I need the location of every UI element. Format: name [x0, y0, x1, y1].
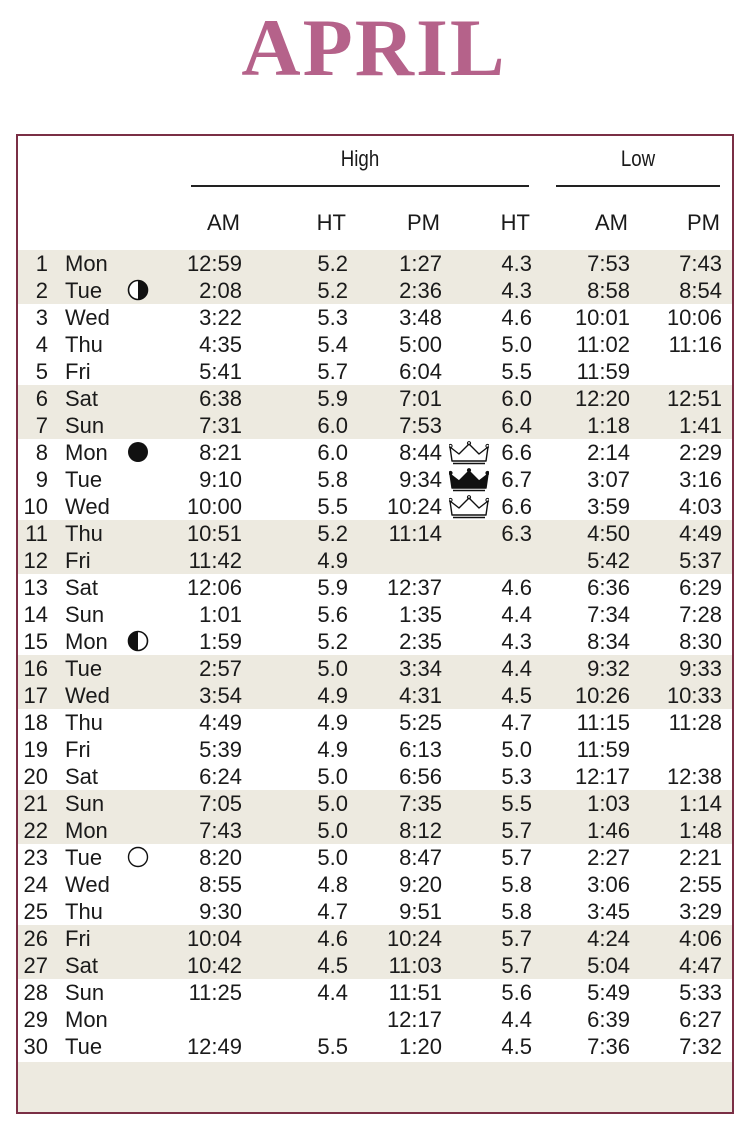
table-row: [18, 817, 732, 844]
high-pm-time: 6:04: [399, 359, 442, 384]
high-pm-time: 3:48: [399, 305, 442, 330]
low-am-time: 10:01: [574, 305, 630, 330]
table-row: [18, 601, 732, 628]
high-pm-height: 4.3: [501, 251, 532, 276]
new-moon-icon: [127, 441, 149, 463]
high-am-height: 4.9: [317, 683, 348, 708]
day-of-week: Thu: [65, 332, 103, 357]
low-pm-time: 10:33: [666, 683, 722, 708]
table-row: [18, 493, 732, 520]
day-number: 10: [23, 494, 48, 519]
day-number: 14: [23, 602, 48, 627]
low-pm-time: 7:28: [679, 602, 722, 627]
first-quarter-moon-icon: [127, 279, 149, 301]
table-row: [18, 385, 732, 412]
day-of-week: Sun: [65, 791, 105, 816]
low-pm-time: 4:03: [679, 494, 722, 519]
high-pm-time: 6:56: [399, 764, 442, 789]
low-am-time: 1:46: [587, 818, 630, 843]
day-of-week: Thu: [65, 710, 103, 735]
high-am-time: 10:42: [186, 953, 242, 978]
day-of-week: Mon: [65, 251, 108, 276]
high-am-time: 2:57: [199, 656, 242, 681]
day-number: 18: [23, 710, 48, 735]
high-pm-height: 5.5: [501, 359, 532, 384]
high-pm-time: 2:36: [399, 278, 442, 303]
day-number: 17: [23, 683, 48, 708]
table-row: [18, 898, 732, 925]
day-number: 4: [35, 332, 48, 357]
high-am-height: 5.0: [317, 791, 348, 816]
table-row: [18, 520, 732, 547]
high-am-height: 4.5: [317, 953, 348, 978]
high-pm-height: 4.5: [501, 1034, 532, 1059]
low-am-time: 11:15: [576, 710, 630, 735]
high-pm-time: 1:35: [399, 602, 442, 627]
day-number: 24: [23, 872, 48, 897]
high-am-time: 5:39: [199, 737, 242, 762]
high-pm-time: 9:34: [399, 467, 442, 492]
high-am-time: 7:31: [199, 413, 242, 438]
day-number: 25: [23, 899, 48, 924]
low-am-time: 12:20: [574, 386, 630, 411]
day-of-week: Thu: [65, 899, 103, 924]
low-am-time: 3:06: [587, 872, 630, 897]
low-pm-time: 11:16: [668, 332, 722, 357]
high-pm-height: 6.0: [501, 386, 532, 411]
day-number: 7: [35, 413, 48, 438]
high-am-height: 4.6: [317, 926, 348, 951]
low-am-time: 11:02: [576, 332, 630, 357]
high-pm-height: 5.3: [501, 764, 532, 789]
high-pm-height: 4.4: [501, 656, 532, 681]
high-am-height: 5.8: [317, 467, 348, 492]
full-moon-icon: [127, 846, 149, 868]
table-row: [18, 790, 732, 817]
day-number: 27: [23, 953, 48, 978]
low-pm-time: 10:06: [666, 305, 722, 330]
column-header-low-am: AM: [595, 210, 628, 235]
high-am-time: 8:55: [199, 872, 242, 897]
low-pm-time: 4:47: [679, 953, 722, 978]
low-am-time: 4:24: [587, 926, 630, 951]
table-row: [18, 1033, 732, 1060]
high-pm-time: 9:51: [399, 899, 442, 924]
low-pm-time: 4:06: [679, 926, 722, 951]
high-am-height: 4.9: [317, 710, 348, 735]
day-of-week: Tue: [65, 467, 103, 492]
high-pm-height: 5.7: [501, 926, 532, 951]
table-row: [18, 682, 732, 709]
high-am-height: 4.9: [317, 737, 348, 762]
day-number: 16: [23, 656, 48, 681]
high-pm-time: 8:44: [399, 440, 442, 465]
low-am-time: 8:34: [587, 629, 630, 654]
high-pm-height: 5.7: [501, 818, 532, 843]
high-pm-height: 4.4: [501, 602, 532, 627]
low-pm-time: 11:28: [668, 710, 722, 735]
low-group-rule: [556, 185, 720, 187]
day-of-week: Sat: [65, 764, 99, 789]
high-pm-time: 8:47: [399, 845, 442, 870]
high-pm-time: 3:34: [399, 656, 442, 681]
table-row: [18, 439, 732, 466]
low-am-time: 10:26: [574, 683, 630, 708]
day-number: 9: [35, 467, 48, 492]
table-row: [18, 871, 732, 898]
table-row: [18, 979, 732, 1006]
day-number: 20: [23, 764, 48, 789]
high-am-time: 11:25: [188, 980, 242, 1005]
day-of-week: Wed: [65, 683, 110, 708]
high-am-height: 4.7: [317, 899, 348, 924]
day-number: 21: [23, 791, 48, 816]
day-of-week: Fri: [65, 548, 91, 573]
high-pm-time: 11:51: [388, 980, 442, 1005]
outline-crown-icon: [449, 441, 489, 465]
high-pm-height: 4.7: [501, 710, 532, 735]
low-am-time: 3:59: [587, 494, 630, 519]
low-am-time: 1:18: [587, 413, 630, 438]
low-pm-time: 4:49: [679, 521, 722, 546]
table-row: [18, 952, 732, 979]
low-pm-time: 9:33: [679, 656, 722, 681]
low-am-time: 5:49: [587, 980, 630, 1005]
low-am-time: 11:59: [576, 737, 630, 762]
low-am-time: 7:36: [587, 1034, 630, 1059]
low-am-time: 4:50: [587, 521, 630, 546]
low-am-time: 8:58: [587, 278, 630, 303]
high-am-height: 4.8: [317, 872, 348, 897]
low-am-time: 6:36: [587, 575, 630, 600]
high-am-height: 5.2: [317, 521, 348, 546]
table-row: [18, 250, 732, 277]
low-pm-time: 5:33: [679, 980, 722, 1005]
low-pm-time: 12:51: [666, 386, 722, 411]
low-am-time: 3:45: [587, 899, 630, 924]
high-pm-height: 5.7: [501, 953, 532, 978]
high-pm-time: 10:24: [386, 926, 442, 951]
low-pm-time: 7:43: [679, 251, 722, 276]
high-pm-time: 5:00: [399, 332, 442, 357]
high-pm-height: 5.6: [501, 980, 532, 1005]
solid-crown-icon: [449, 468, 489, 492]
table-row: [18, 466, 732, 493]
high-am-time: 9:10: [199, 467, 242, 492]
low-am-time: 5:42: [587, 548, 630, 573]
table-row: [18, 574, 732, 601]
day-of-week: Tue: [65, 656, 103, 681]
day-number: 11: [25, 521, 48, 546]
high-am-height: 4.9: [317, 548, 348, 573]
day-of-week: Wed: [65, 494, 110, 519]
table-row: [18, 763, 732, 790]
high-pm-time: 7:53: [399, 413, 442, 438]
high-pm-time: 5:25: [399, 710, 442, 735]
high-am-time: 2:08: [199, 278, 242, 303]
low-am-time: 1:03: [587, 791, 630, 816]
column-header-low-pm: PM: [687, 210, 720, 235]
high-pm-height: 5.8: [501, 899, 532, 924]
high-pm-time: 8:12: [399, 818, 442, 843]
day-number: 13: [23, 575, 48, 600]
low-am-time: 5:04: [587, 953, 630, 978]
high-pm-height: 6.4: [501, 413, 532, 438]
day-number: 28: [23, 980, 48, 1005]
low-am-time: 12:17: [574, 764, 630, 789]
high-am-height: 5.0: [317, 845, 348, 870]
low-pm-time: 1:41: [679, 413, 722, 438]
high-pm-time: 6:13: [399, 737, 442, 762]
high-pm-height: 4.3: [501, 629, 532, 654]
high-am-time: 1:01: [199, 602, 242, 627]
high-group-rule: [191, 185, 529, 187]
high-pm-time: 9:20: [399, 872, 442, 897]
high-am-time: 12:49: [186, 1034, 242, 1059]
low-group-header: Low: [620, 146, 656, 171]
table-row: [18, 358, 732, 385]
table-row: [18, 547, 732, 574]
high-am-time: 6:38: [199, 386, 242, 411]
high-am-time: 3:54: [199, 683, 242, 708]
low-am-time: 2:27: [587, 845, 630, 870]
high-am-time: 12:59: [186, 251, 242, 276]
high-pm-time: 2:35: [399, 629, 442, 654]
day-of-week: Sun: [65, 413, 105, 438]
high-am-time: 6:24: [199, 764, 242, 789]
low-am-time: 3:07: [587, 467, 630, 492]
high-am-time: 12:06: [186, 575, 242, 600]
high-am-time: 5:41: [199, 359, 242, 384]
last-quarter-moon-icon: [127, 630, 149, 652]
high-pm-height: 5.8: [501, 872, 532, 897]
table-row: [18, 628, 732, 655]
high-am-time: 8:21: [199, 440, 242, 465]
high-am-time: 10:04: [186, 926, 242, 951]
day-of-week: Fri: [65, 926, 91, 951]
high-am-time: 1:59: [199, 629, 242, 654]
high-pm-height: 4.6: [501, 575, 532, 600]
table-row: [18, 736, 732, 763]
high-pm-time: 11:14: [388, 521, 442, 546]
high-am-height: 5.0: [317, 764, 348, 789]
high-am-height: 5.6: [317, 602, 348, 627]
column-header-high-ht-pm: HT: [500, 210, 530, 235]
low-am-time: 7:34: [587, 602, 630, 627]
day-number: 2: [35, 278, 48, 303]
low-pm-time: 1:48: [679, 818, 722, 843]
day-number: 15: [23, 629, 48, 654]
low-pm-time: 12:38: [666, 764, 722, 789]
low-am-time: 6:39: [587, 1007, 630, 1032]
high-am-height: 4.4: [317, 980, 348, 1005]
day-number: 30: [23, 1034, 48, 1059]
day-of-week: Mon: [65, 1007, 108, 1032]
high-am-height: 5.2: [317, 251, 348, 276]
day-number: 3: [35, 305, 48, 330]
high-pm-height: 5.0: [501, 737, 532, 762]
table-row: [18, 655, 732, 682]
day-of-week: Mon: [65, 629, 108, 654]
low-pm-time: 7:32: [679, 1034, 722, 1059]
low-pm-time: 2:21: [679, 845, 722, 870]
day-number: 6: [35, 386, 48, 411]
day-number: 29: [23, 1007, 48, 1032]
high-pm-height: 6.6: [501, 494, 532, 519]
page-title: APRIL: [241, 2, 507, 93]
high-pm-time: 12:37: [386, 575, 442, 600]
high-am-height: 5.2: [317, 629, 348, 654]
low-am-time: 2:14: [587, 440, 630, 465]
high-pm-height: 6.7: [501, 467, 532, 492]
high-pm-height: 4.3: [501, 278, 532, 303]
day-number: 22: [23, 818, 48, 843]
table-row: [18, 304, 732, 331]
day-number: 19: [23, 737, 48, 762]
high-am-height: 5.7: [317, 359, 348, 384]
low-pm-time: 3:29: [679, 899, 722, 924]
high-am-height: 5.3: [317, 305, 348, 330]
day-of-week: Sun: [65, 980, 105, 1005]
day-of-week: Fri: [65, 737, 91, 762]
high-am-height: 5.0: [317, 656, 348, 681]
table-row: [18, 331, 732, 358]
high-am-time: 11:42: [188, 548, 242, 573]
high-am-height: 6.0: [317, 413, 348, 438]
high-am-height: 5.5: [317, 494, 348, 519]
day-of-week: Fri: [65, 359, 91, 384]
high-pm-height: 5.0: [501, 332, 532, 357]
high-pm-height: 6.3: [501, 521, 532, 546]
table-row: [18, 1006, 732, 1033]
day-of-week: Sat: [65, 575, 99, 600]
high-am-time: 8:20: [199, 845, 242, 870]
day-number: 23: [23, 845, 48, 870]
high-am-time: 4:35: [199, 332, 242, 357]
high-am-time: 7:43: [199, 818, 242, 843]
high-am-height: 5.4: [317, 332, 348, 357]
high-pm-time: 12:17: [386, 1007, 442, 1032]
high-am-height: 5.0: [317, 818, 348, 843]
table-row: [18, 844, 732, 871]
outline-crown-icon: [449, 495, 489, 519]
high-pm-time: 1:27: [399, 251, 442, 276]
day-of-week: Tue: [65, 845, 103, 870]
day-number: 26: [23, 926, 48, 951]
high-pm-height: 4.4: [501, 1007, 532, 1032]
day-number: 5: [35, 359, 48, 384]
table-row: [18, 412, 732, 439]
high-am-height: 5.9: [317, 575, 348, 600]
low-pm-time: 5:37: [679, 548, 722, 573]
day-of-week: Sun: [65, 602, 105, 627]
high-pm-height: 5.7: [501, 845, 532, 870]
column-header-high-pm: PM: [407, 210, 440, 235]
high-am-time: 7:05: [199, 791, 242, 816]
high-am-time: 4:49: [199, 710, 242, 735]
low-pm-time: 6:29: [679, 575, 722, 600]
high-group-header: High: [340, 146, 380, 171]
day-of-week: Sat: [65, 386, 99, 411]
high-pm-height: 4.6: [501, 305, 532, 330]
day-of-week: Wed: [65, 872, 110, 897]
table-row: [18, 709, 732, 736]
day-number: 8: [35, 440, 48, 465]
high-pm-time: 7:35: [399, 791, 442, 816]
column-header-high-am: AM: [207, 210, 240, 235]
day-of-week: Mon: [65, 818, 108, 843]
high-am-height: 6.0: [317, 440, 348, 465]
high-am-time: 10:00: [186, 494, 242, 519]
day-of-week: Thu: [65, 521, 103, 546]
day-of-week: Wed: [65, 305, 110, 330]
column-header-high-ht-am: HT: [316, 210, 346, 235]
high-pm-time: 1:20: [399, 1034, 442, 1059]
high-am-height: 5.2: [317, 278, 348, 303]
low-pm-time: 1:14: [679, 791, 722, 816]
high-am-time: 9:30: [199, 899, 242, 924]
day-of-week: Sat: [65, 953, 99, 978]
high-pm-time: 10:24: [386, 494, 442, 519]
day-of-week: Mon: [65, 440, 108, 465]
high-pm-time: 7:01: [399, 386, 442, 411]
high-am-time: 3:22: [199, 305, 242, 330]
day-number: 1: [35, 251, 48, 276]
low-am-time: 7:53: [587, 251, 630, 276]
high-pm-height: 4.5: [501, 683, 532, 708]
low-pm-time: 3:16: [679, 467, 722, 492]
high-pm-time: 11:03: [388, 953, 442, 978]
high-pm-height: 5.5: [501, 791, 532, 816]
table-row: [18, 277, 732, 304]
low-pm-time: 8:30: [679, 629, 722, 654]
table-row: [18, 925, 732, 952]
low-pm-time: 6:27: [679, 1007, 722, 1032]
low-am-time: 9:32: [587, 656, 630, 681]
day-of-week: Tue: [65, 1034, 103, 1059]
low-am-time: 11:59: [576, 359, 630, 384]
high-pm-time: 4:31: [399, 683, 442, 708]
high-am-height: 5.5: [317, 1034, 348, 1059]
high-am-height: 5.9: [317, 386, 348, 411]
low-pm-time: 8:54: [679, 278, 722, 303]
low-pm-time: 2:55: [679, 872, 722, 897]
low-pm-time: 2:29: [679, 440, 722, 465]
high-am-time: 10:51: [186, 521, 242, 546]
tide-rows: [18, 250, 732, 1060]
high-pm-height: 6.6: [501, 440, 532, 465]
day-number: 12: [23, 548, 48, 573]
day-of-week: Tue: [65, 278, 103, 303]
